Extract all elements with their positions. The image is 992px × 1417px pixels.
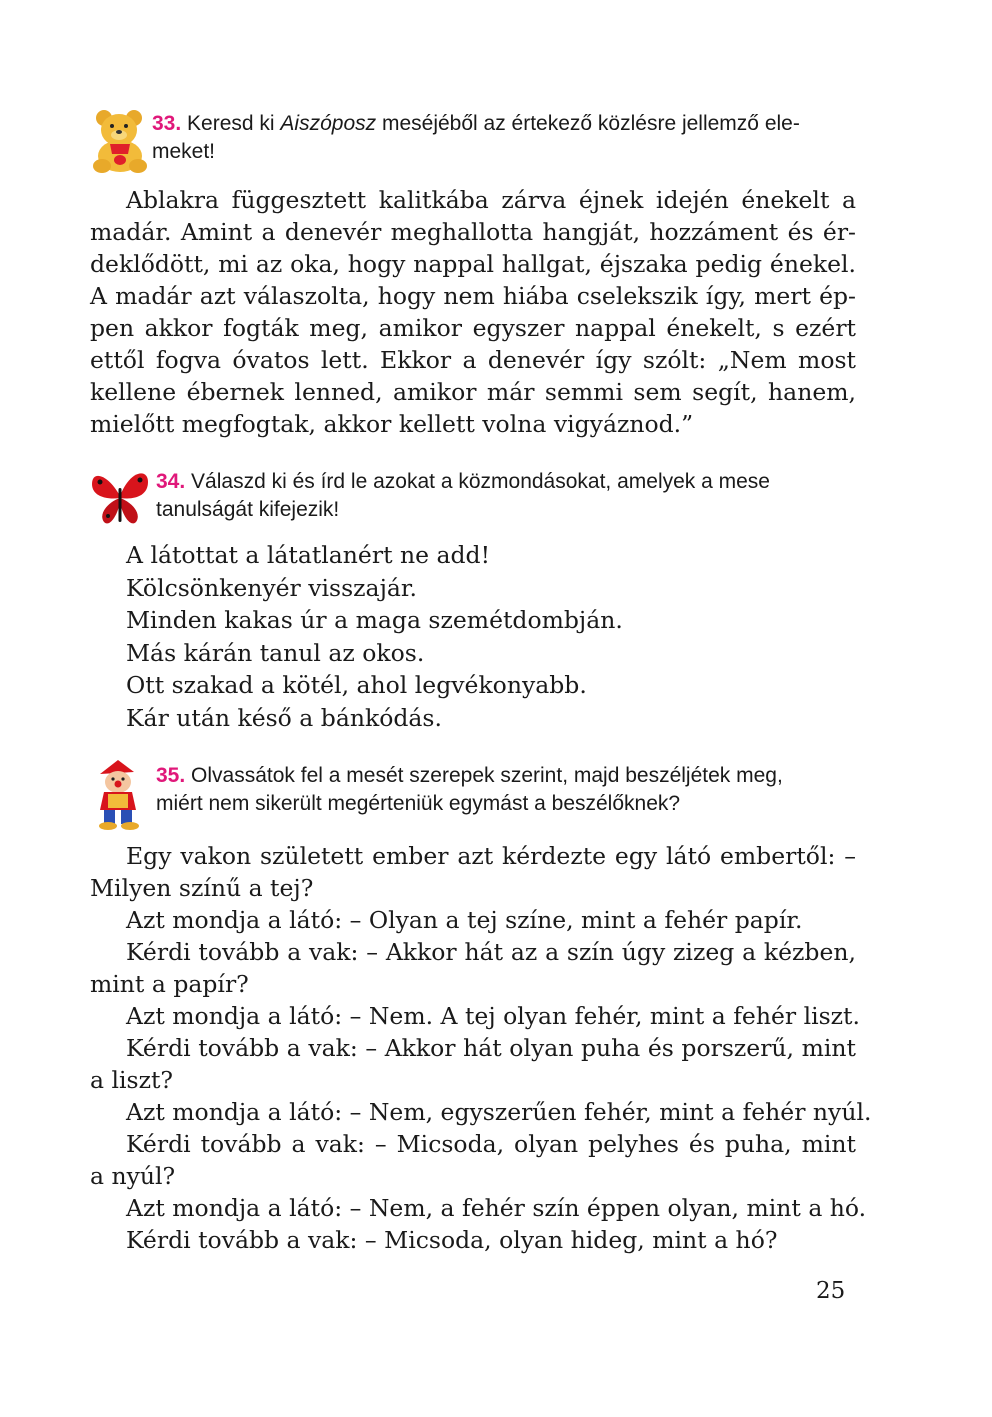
fable-text: Ablakra függesztett kalitkába zárva éjnek idején énekelt a madár. Amint a denevér meghallotta hangját, hozzáment és ér- deklődött, mi az oka, hogy nappal hallgat, éjszaka pedig énekel. A madár azt válaszolta, hogy nem hiába cselekszik így, mert ép- pen akkor fogták meg, amikor egyszer nappal énekelt, s ezért ettől fogva óvatos lett. Ekkor a denevér így szólt: „Nem most kellene ébernek lenned, amikor már semmi sem segít, hanem, mielőtt megfogtak, akkor kellett volna vigyáznod.”	[90, 186, 856, 438]
task-number: 35.	[156, 764, 186, 787]
list-item: Kár után késő a bánkódás.	[126, 703, 442, 732]
butterfly-icon	[90, 466, 150, 530]
page-number: 25	[816, 1278, 846, 1304]
list-item: Minden kakas úr a maga szemétdombján.	[126, 606, 623, 634]
dialog-text: Egy vakon született ember azt kérdezte egy látó embertől: – Milyen színű a tej? Azt mondja a látó: – Olyan a tej színe, mint a fehér papír. Kérdi tovább a vak: – Akkor hát az a szín úgy zizeg a kézben, mint a papír? Azt mondja a látó: – Nem. A tej olyan fehér, mint a fehér liszt. Kérdi tovább a vak: – Akkor hát olyan puha és porszerű, mint a liszt? Azt mondja a látó: – Nem, egyszerűen fehér, mint a fehér nyúl. Kérdi tovább a vak: – Micsoda, olyan pelyhes és puha, mint a nyúl? Azt mondja a látó: – Nem, a fehér szín éppen olyan, mint a hó. Kérdi tovább a vak: – Micsoda, olyan hideg, mint a hó?	[90, 842, 872, 1254]
task-number: 33.	[152, 112, 182, 135]
list-item: A látottat a látatlanért ne add!	[126, 541, 491, 569]
task-35-instruction: 35. Olvassátok fel a mesét szerepek szerint, majd beszéljétek meg, miért nem sikerült megérteniük egymást a beszélőknek?	[156, 764, 783, 815]
list-item: Más kárán tanul az okos.	[126, 638, 425, 667]
proverb-list	[126, 539, 866, 734]
task-34-instruction: 34. Válaszd ki és írd le azokat a közmondásokat, amelyek a mese tanulságát kifejezik!	[156, 470, 770, 521]
list-item: Kölcsönkenyér visszajár.	[126, 573, 417, 602]
task-33-instruction: 33. Keresd ki Aiszóposz meséjéből az értekező közlésre jellemző ele- meket!	[152, 112, 800, 163]
teddy-bear-icon	[90, 108, 150, 174]
task-number: 34.	[156, 470, 186, 493]
clown-icon	[90, 760, 146, 830]
list-item: Ott szakad a kötél, ahol legvékonyabb.	[126, 671, 587, 699]
